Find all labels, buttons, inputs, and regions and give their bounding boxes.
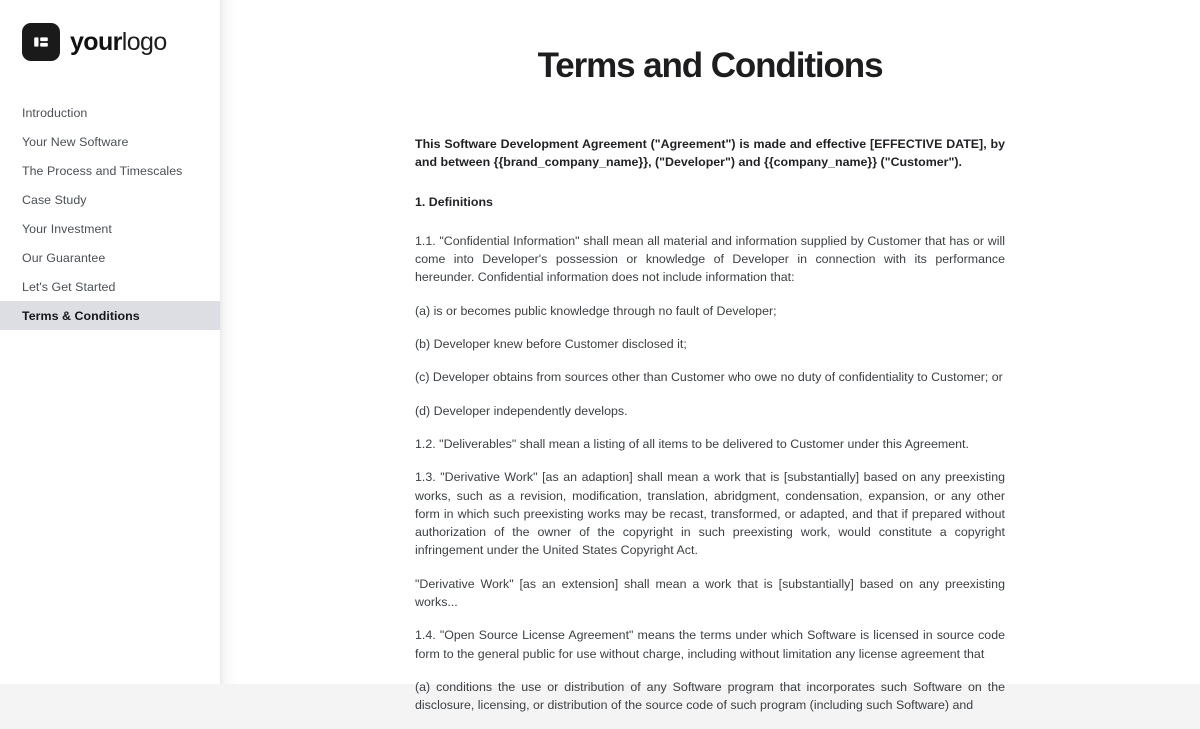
sidebar-item-label: Your Investment xyxy=(22,221,112,236)
sidebar-item-lets-get-started[interactable] xyxy=(0,272,220,301)
document-page xyxy=(220,45,1200,729)
clause-1-1-item-a: (a) is or becomes public knowledge through no fault of Developer; xyxy=(415,303,777,318)
clause-1-1-item-c: (c) Developer obtains from sources other than Customer who owe no duty of confidentiality to Customer; or xyxy=(415,370,1003,385)
logo-wordmark xyxy=(70,27,167,56)
logo-word-bold: your xyxy=(70,27,122,56)
document-body xyxy=(415,87,1005,715)
sidebar xyxy=(0,0,220,684)
clause-1-3-extension: "Derivative Work" [as an extension] shall mean a work that is [substantially] based on any preexisting works... xyxy=(415,576,1005,610)
agreement-intro-paragraph: This Software Development Agreement ("Agreement") is made and effective [EFFECTIVE DATE], by and between {{brand_company_name}}, ("Developer") and {{company_name}} ("Customer"). xyxy=(415,137,1005,170)
clause-1-4: 1.4. "Open Source License Agreement" means the terms under which Software is licensed in source code form to the general public for use without charge, including without limitation any license agreement that xyxy=(415,628,1005,661)
sidebar-item-introduction[interactable] xyxy=(0,98,220,127)
document-scroll-area[interactable] xyxy=(220,0,1200,713)
sidebar-item-your-new-software[interactable] xyxy=(0,127,220,156)
sidebar-item-label: Introduction xyxy=(22,105,88,120)
sidebar-item-label: Your New Software xyxy=(22,134,129,149)
page-title: Terms and Conditions xyxy=(537,46,883,85)
sidebar-item-label: Terms & Conditions xyxy=(22,308,140,323)
clause-1-1-item-d: (d) Developer independently develops. xyxy=(415,403,628,418)
clause-1-3: 1.3. "Derivative Work" [as an adaption] shall mean a work that is [substantially] based on any preexisting works, such as a revision, modification, translation, abridgment, condensation, expansion, or any other form in which such preexisting works may be recast, transformed, or adapted, and that if prepared without authorization of the owner of the copyright in such preexisting work, would constitute a copyright infringement under the United States Copyright Act. xyxy=(415,470,1005,558)
sidebar-item-label: Let's Get Started xyxy=(22,279,116,294)
sidebar-item-terms-and-conditions[interactable] xyxy=(0,301,220,330)
section-heading-definitions: 1. Definitions xyxy=(415,194,493,209)
logo-word-light: logo xyxy=(121,27,167,56)
logo[interactable] xyxy=(0,0,220,61)
clause-1-4-item-a: (a) conditions the use or distribution of any Software program that incorporates such Software on the disclosure, licensing, or distribution of the source code of such program (including such Software) and xyxy=(415,679,1005,713)
sidebar-item-case-study[interactable] xyxy=(0,185,220,214)
layout-dashboard-icon xyxy=(22,23,60,61)
clause-1-1: 1.1. "Confidential Information" shall mean all material and information supplied by Customer that has or will come into Developer's possession or knowledge of Developer in connection with its performance hereunder. Confidential information does not include information that: xyxy=(415,233,1005,285)
sidebar-item-our-guarantee[interactable] xyxy=(0,243,220,272)
sidebar-item-label: The Process and Timescales xyxy=(22,163,183,178)
sidebar-item-label: Our Guarantee xyxy=(22,250,106,265)
clause-1-1-item-b: (b) Developer knew before Customer disclosed it; xyxy=(415,337,687,352)
sidebar-item-label: Case Study xyxy=(22,192,87,207)
sidebar-item-your-investment[interactable] xyxy=(0,214,220,243)
sidebar-item-the-process-and-timescales[interactable] xyxy=(0,156,220,185)
clause-1-2: 1.2. "Deliverables" shall mean a listing of all items to be delivered to Customer under this Agreement. xyxy=(415,436,969,451)
sidebar-nav xyxy=(0,98,220,330)
